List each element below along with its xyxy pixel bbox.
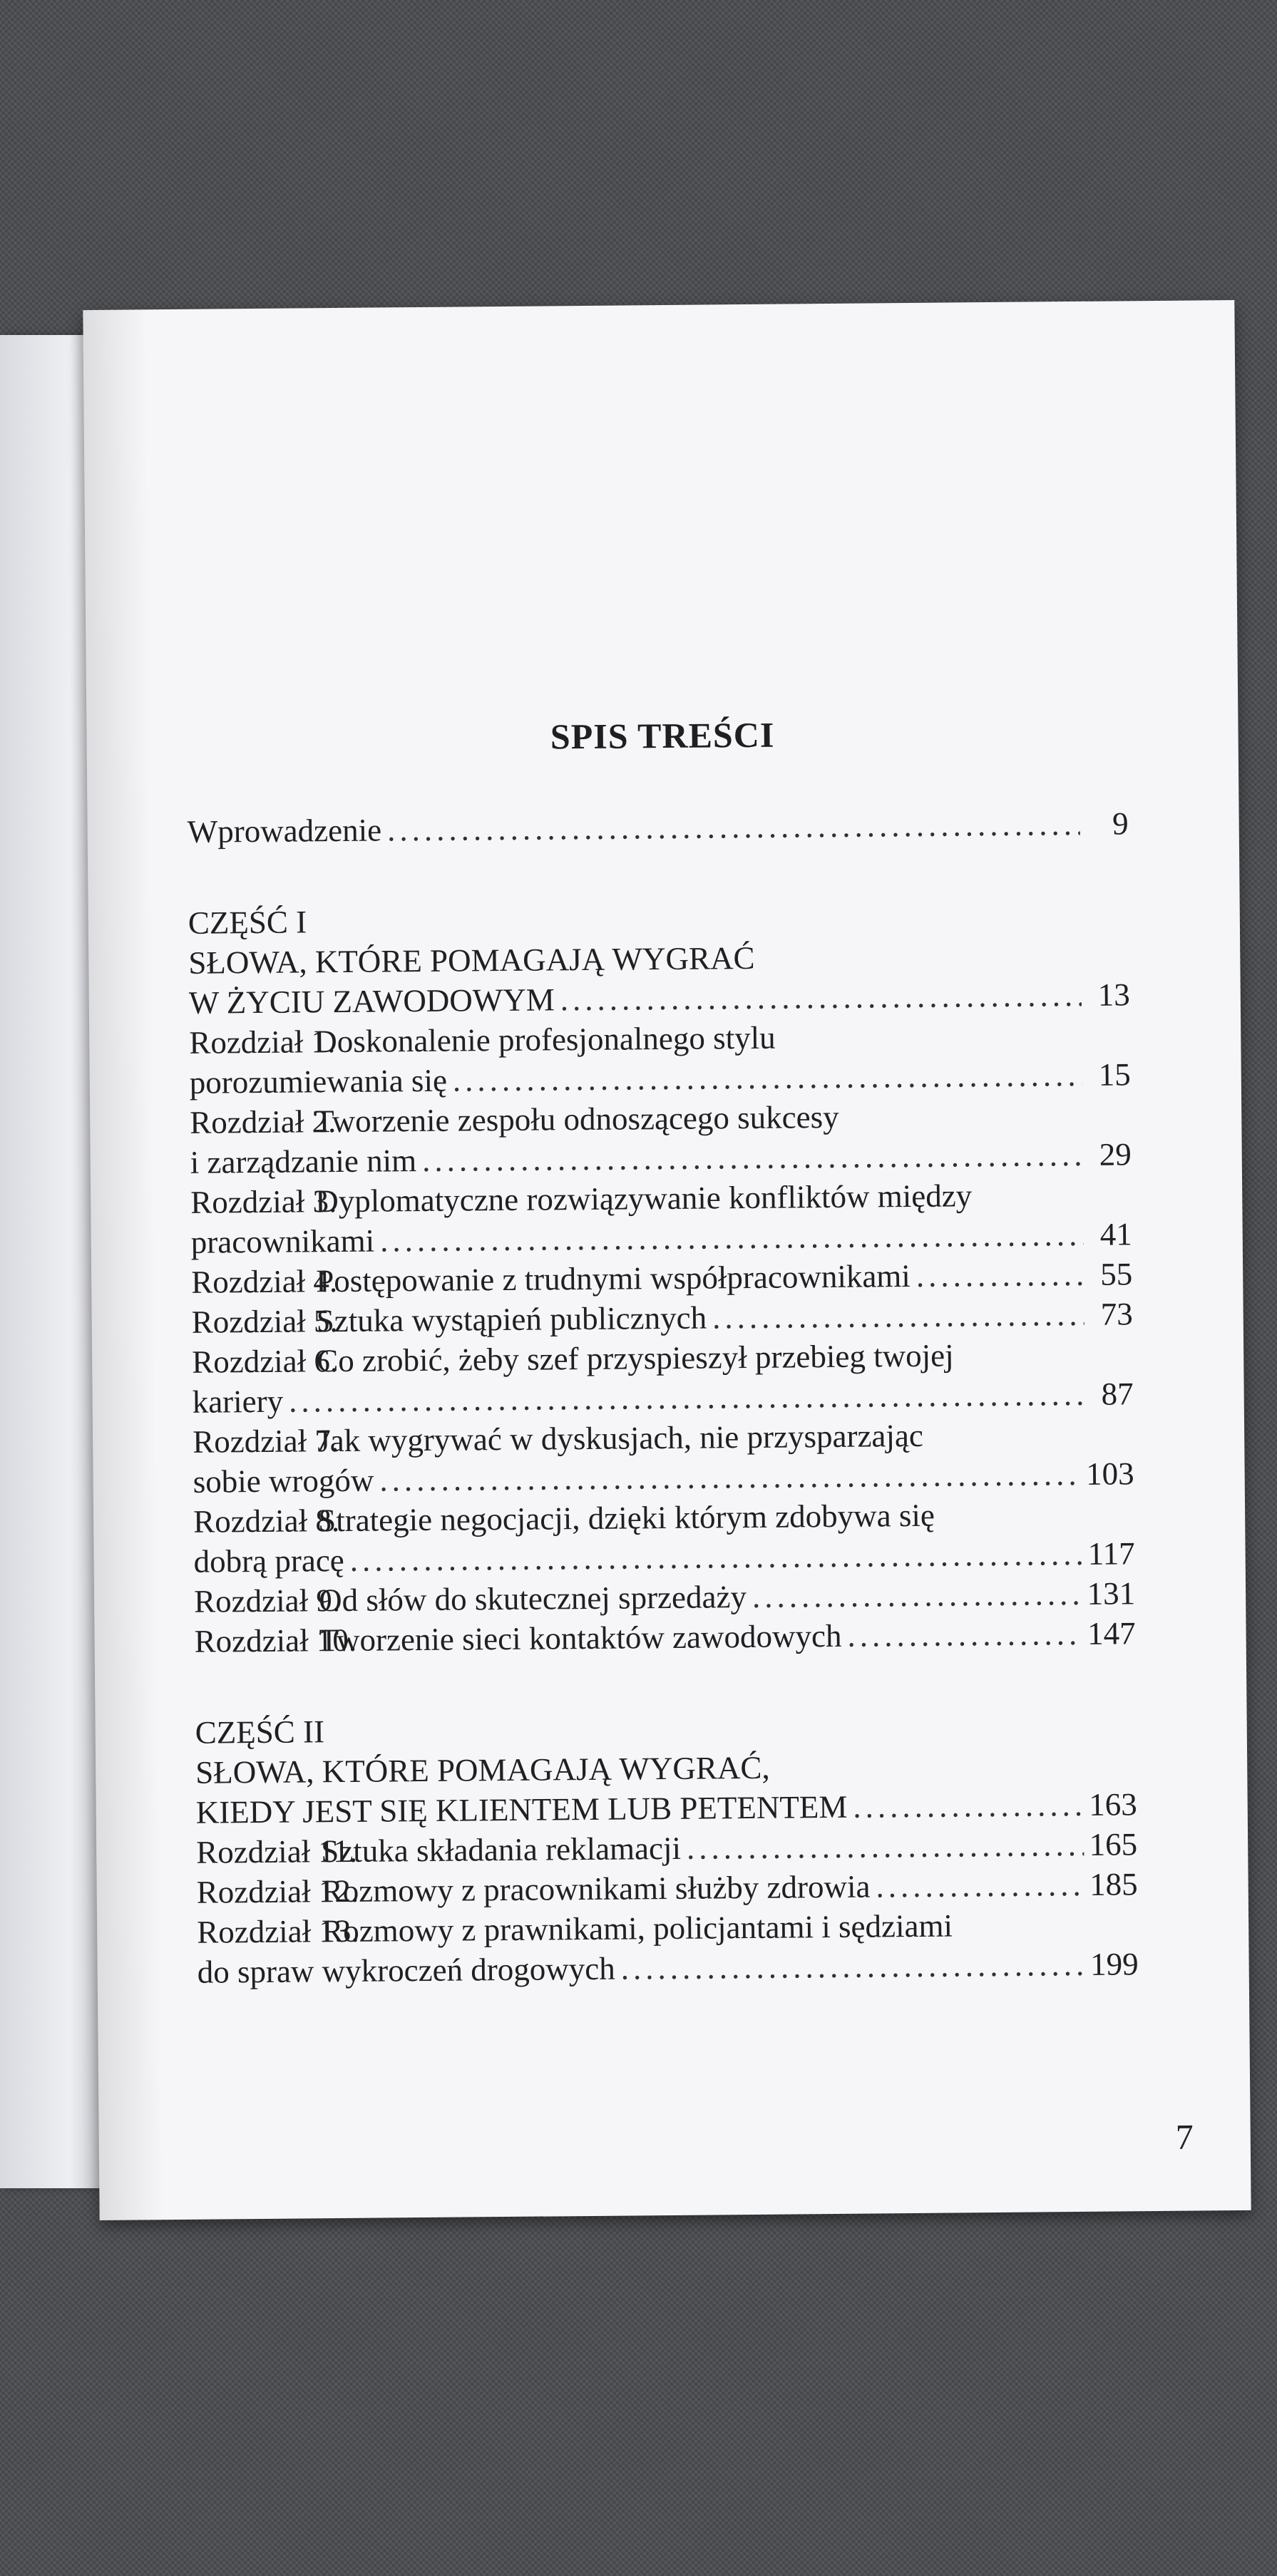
chapter-label: Rozdział 8. [193, 1503, 340, 1540]
toc-line [194, 1613, 1135, 1661]
chapter-title: i zarządzanie nim [190, 1143, 417, 1180]
toc-line [189, 974, 1130, 1023]
part-heading: SŁOWA, KTÓRE POMAGAJĄ WYGRAĆ, [195, 1749, 770, 1791]
toc-part-1 [188, 895, 1130, 1023]
spacer [188, 843, 1129, 903]
chapter-title: Rozmowy z prawnikami, policjantami i sędziami [321, 1907, 953, 1949]
chapter-label: Rozdział 10. [194, 1622, 357, 1659]
chapter-label: Rozdział 4. [191, 1263, 338, 1300]
chapter-title: Rozmowy z pracownikami służby zdrowia [321, 1868, 871, 1910]
toc-page-number: 55 [1099, 1256, 1133, 1292]
chapter-title: porozumiewania się [189, 1062, 448, 1101]
page-number: 7 [1175, 2116, 1194, 2157]
chapter-label: Rozdział 3. [190, 1183, 337, 1220]
chapter-label: Rozdział 11. [196, 1833, 358, 1870]
dot-leader [380, 1215, 1084, 1261]
toc-page-number: 117 [1087, 1535, 1135, 1572]
table-of-contents [187, 803, 1138, 1992]
part-heading: KIEDY JEST SIĘ KLIENTEM LUB PETENTEM [195, 1788, 848, 1830]
part-label: CZĘŚĆ I [188, 904, 307, 941]
dot-leader [621, 1944, 1085, 1989]
toc-chapter [196, 1864, 1137, 1912]
dot-leader [853, 1785, 1083, 1827]
toc-page-number: 29 [1099, 1136, 1132, 1173]
chapter-label: Rozdział 6. [192, 1343, 339, 1380]
toc-entry-intro [187, 803, 1128, 852]
chapter-label: Rozdział 7. [192, 1423, 339, 1460]
entry-title: Wprowadzenie [187, 812, 382, 850]
chapter-title: pracownikami [190, 1222, 375, 1260]
toc-page-number: 41 [1099, 1216, 1132, 1252]
chapter-title: Co zrobić, żeby szef przyspieszył przebieg twojej [316, 1337, 954, 1379]
toc-line [192, 1374, 1133, 1422]
toc-page-number: 199 [1089, 1946, 1139, 1982]
toc-title: SPIS TREŚCI [550, 714, 775, 757]
chapter-title: Tworzenie zespołu odnoszącego sukcesy [314, 1098, 839, 1140]
toc-line [193, 1453, 1134, 1502]
dot-leader [453, 1055, 1082, 1101]
toc-line [190, 1134, 1132, 1183]
chapter-title: Postępowanie z trudnymi współpracownikami [316, 1258, 911, 1299]
toc-page-number: 15 [1098, 1056, 1131, 1093]
chapter-title: Dyplomatyczne rozwiązywanie konfliktów między [315, 1178, 973, 1220]
chapter-label: Rozdział 2. [190, 1103, 337, 1140]
dot-leader [847, 1614, 1082, 1656]
toc-page-number: 131 [1087, 1575, 1136, 1612]
part-heading: SŁOWA, KTÓRE POMAGAJĄ WYGRAĆ [188, 939, 755, 981]
dot-leader [387, 804, 1080, 850]
toc-line [197, 1944, 1138, 1992]
dot-leader [687, 1825, 1084, 1868]
chapter-title: kariery [192, 1383, 284, 1420]
dot-leader [916, 1254, 1084, 1296]
toc-page-number: 87 [1101, 1376, 1134, 1412]
chapter-title: Strategie negocjacji, dzięki którym zdobywa się [317, 1497, 935, 1539]
chapter-label: Rozdział 9. [193, 1582, 341, 1619]
chapter-label: Rozdział 12. [196, 1872, 359, 1910]
dot-leader [289, 1374, 1085, 1421]
part-label: CZĘŚĆ II [195, 1714, 325, 1751]
show-through-text: ​ [1181, 411, 1182, 438]
chapter-title: Od słów do skutecznej sprzedaży [318, 1579, 747, 1619]
dot-leader [422, 1135, 1083, 1180]
dot-leader [350, 1534, 1082, 1580]
toc-line [190, 1054, 1131, 1103]
dot-leader [712, 1294, 1084, 1338]
toc-page-number: 73 [1100, 1296, 1133, 1332]
dot-leader [379, 1454, 1080, 1500]
toc-chapter [193, 1413, 1134, 1502]
toc-chapter [197, 1904, 1139, 1992]
toc-chapter [189, 1014, 1131, 1103]
part-heading: W ŻYCIU ZAWODOWYM [188, 982, 555, 1021]
toc-page-number: 103 [1085, 1456, 1134, 1492]
dot-leader [876, 1865, 1084, 1907]
toc-line [191, 1294, 1132, 1342]
chapter-title: do spraw wykroczeń drogowych [197, 1950, 615, 1990]
chapter-label: Rozdział 1. [189, 1024, 336, 1061]
chapter-title: sobie wrogów [193, 1462, 374, 1500]
toc-chapter [192, 1334, 1134, 1422]
chapter-label: Rozdział 13. [196, 1912, 359, 1950]
toc-chapter [190, 1094, 1132, 1183]
toc-part-2 [195, 1704, 1137, 1833]
toc-page-number: 9 [1112, 805, 1129, 842]
chapter-label: Rozdział 5. [191, 1303, 338, 1340]
spacer [195, 1653, 1137, 1713]
toc-chapter [190, 1174, 1132, 1262]
toc-page-number: 147 [1087, 1615, 1136, 1652]
dot-leader [560, 975, 1082, 1019]
chapter-title: dobrą pracę [193, 1542, 344, 1580]
toc-chapter [194, 1613, 1135, 1661]
toc-line [196, 1864, 1137, 1912]
toc-page-number: 165 [1089, 1826, 1138, 1863]
toc-page-number: 163 [1088, 1786, 1137, 1823]
chapter-title: Tworzenie sieci kontaktów zawodowych [319, 1617, 842, 1659]
left-page-edge [0, 335, 100, 2188]
book-page [83, 300, 1251, 2220]
toc-page-number: 185 [1089, 1866, 1138, 1902]
toc-line [187, 803, 1128, 852]
chapter-title: Sztuka wystąpień publicznych [316, 1299, 707, 1339]
toc-chapter [191, 1294, 1132, 1342]
toc-page-number: 13 [1097, 977, 1130, 1013]
chapter-title: Sztuka składania reklamacji [320, 1830, 682, 1870]
toc-chapter [193, 1493, 1135, 1582]
chapter-title: Jak wygrywać w dyskusjach, nie przysparzając [317, 1417, 924, 1459]
dot-leader [752, 1574, 1082, 1617]
chapter-title: Doskonalenie profesjonalnego stylu [314, 1019, 776, 1060]
